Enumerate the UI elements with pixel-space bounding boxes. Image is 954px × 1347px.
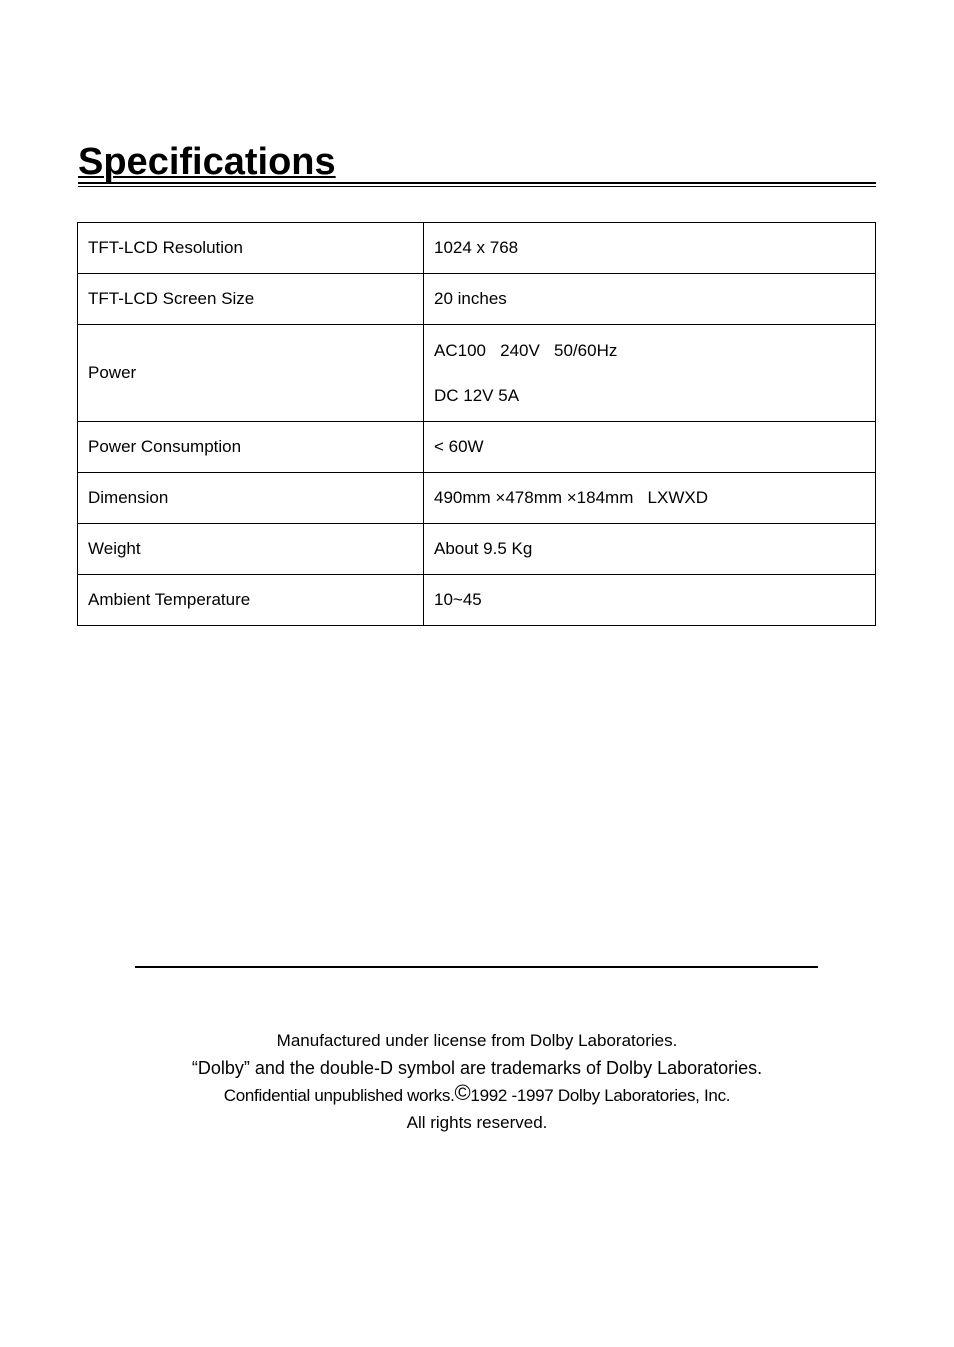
table-row — [78, 274, 876, 325]
spec-value-line: DC 12V 5A — [434, 385, 520, 405]
specifications-table — [77, 222, 876, 626]
title-double-rule — [78, 182, 876, 187]
spec-value: < 60W — [424, 422, 876, 473]
copyright-suffix: 1992 -1997 Dolby Laboratories, Inc. — [470, 1086, 731, 1105]
title-block — [78, 140, 876, 184]
spec-value-line: AC100 240V 50/60Hz — [434, 340, 618, 360]
trademark-line: “Dolby” and the double-D symbol are trademarks of Dolby Laboratories. — [191, 1058, 763, 1078]
spec-label: Power Consumption — [78, 422, 424, 473]
table-row — [78, 223, 876, 274]
rights-line: All rights reserved. — [406, 1113, 548, 1132]
table-row — [78, 524, 876, 575]
copyright-prefix: Confidential unpublished works. — [223, 1086, 455, 1105]
spec-value: 490mm ×478mm ×184mm LXWXD — [424, 473, 876, 524]
spec-label: Ambient Temperature — [78, 575, 424, 626]
spec-label: Power — [78, 325, 424, 422]
license-line: Manufactured under license from Dolby Laboratories. — [276, 1031, 678, 1050]
table-row — [78, 473, 876, 524]
page-title: Specifications — [78, 141, 336, 183]
table-row — [78, 422, 876, 473]
spec-label: Weight — [78, 524, 424, 575]
copyright-line — [0, 1080, 954, 1109]
table-row — [78, 325, 876, 422]
spec-value: 20 inches — [424, 274, 876, 325]
spec-label: TFT-LCD Resolution — [78, 223, 424, 274]
spec-value: 10~45 — [424, 575, 876, 626]
copyright-icon: © — [454, 1080, 471, 1105]
table-row — [78, 575, 876, 626]
spec-value: About 9.5 Kg — [424, 524, 876, 575]
spec-value — [424, 325, 876, 422]
spec-label: TFT-LCD Screen Size — [78, 274, 424, 325]
license-notice — [0, 1029, 954, 1137]
spec-value: 1024 x 768 — [424, 223, 876, 274]
footer-divider — [135, 966, 818, 968]
spec-label: Dimension — [78, 473, 424, 524]
